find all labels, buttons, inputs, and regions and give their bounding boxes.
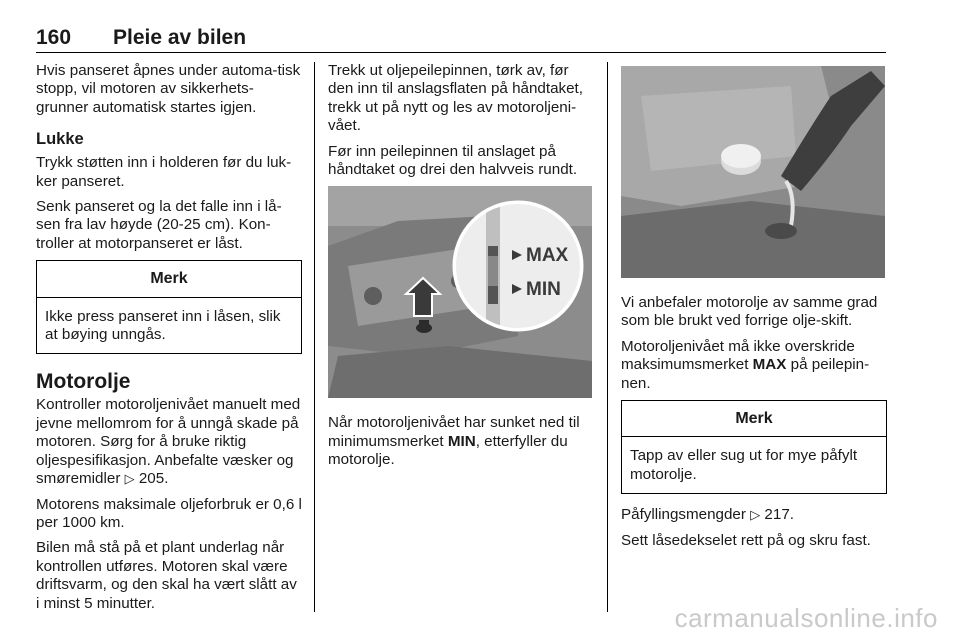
page-number: 160 xyxy=(36,26,72,49)
page-header xyxy=(36,26,886,53)
paragraph xyxy=(328,414,594,469)
watermark: carmanualsonline.info xyxy=(674,603,938,633)
max-label: MAX xyxy=(526,245,569,267)
paragraph: Trekk ut oljepeilepinnen, tørk av, før den inn til anslagsflaten på håndtaket, trekk ut på nytt og les av motoroljeni-vået. xyxy=(328,62,583,135)
page-ref-icon[interactable]: ▷ xyxy=(124,471,135,487)
paragraph: Bilen må stå på et plant underlag når kontrollen utføres. Motoren skal være driftsvarm, og den skal ha vært slått av i minst 5 minutter. xyxy=(36,539,297,612)
note-text: Ikke press panseret inn i låsen, slik at bøying unngås. xyxy=(45,307,281,344)
paragraph-text: Motoroljenivået må ikke overskride maksimumsmerket xyxy=(621,337,855,374)
page-ref-number[interactable]: 205. xyxy=(138,470,169,488)
column-right xyxy=(621,62,887,557)
paragraph: Trykk støtten inn i holderen før du luk-ker panseret. xyxy=(36,154,292,190)
paragraph: Senk panseret og la det falle inn i lå-sen fra lav høyde (20-25 cm). Kon-troller at motorpanseret er låst. xyxy=(36,198,282,252)
column-middle xyxy=(328,62,594,477)
note-box xyxy=(621,400,887,494)
paragraph: Før inn peilepinnen til anslaget på håndtaket og drei den halvveis rundt. xyxy=(328,142,578,179)
paragraph: Sett låsedekselet rett på og skru fast. xyxy=(621,531,871,549)
paragraph-text: Påfyllingsmengder xyxy=(621,506,746,524)
paragraph-text: , etterfyller du motorolje. xyxy=(328,432,568,469)
paragraph xyxy=(36,396,302,488)
column-divider xyxy=(314,62,315,612)
paragraph: Vi anbefaler motorolje av samme grad som ble brukt ved forrige olje-skift. xyxy=(621,294,878,330)
min-bold: MIN xyxy=(447,432,476,450)
paragraph: Motorens maksimale oljeforbruk er 0,6 l per 1000 km. xyxy=(36,495,302,531)
paragraph-text: på peilepin-nen. xyxy=(621,356,870,392)
section-heading-lukke: Lukke xyxy=(36,130,84,149)
column-left xyxy=(36,62,302,620)
note-text: Tapp av eller sug ut for mye påfylt motorolje. xyxy=(630,447,858,483)
min-label: MIN xyxy=(526,279,561,301)
paragraph xyxy=(621,506,887,524)
paragraph: Hvis panseret åpnes under automa-tisk stopp, vil motoren av sikkerhets-grunner automatisk startes igjen. xyxy=(36,62,301,116)
section-heading-motorolje: Motorolje xyxy=(36,370,131,394)
page-ref-icon[interactable]: ▷ xyxy=(750,507,761,523)
paragraph xyxy=(621,338,887,393)
note-title: Merk xyxy=(622,401,886,437)
paragraph-text: Kontroller motoroljenivået manuelt med jevne mellomrom for å unngå skade på motoren. Sørg for å bruke riktig oljespesifikasjon. Anbefalte væsker og smøremidler xyxy=(36,396,301,488)
note-title: Merk xyxy=(37,261,301,297)
column-divider xyxy=(607,62,608,612)
chapter-title: Pleie av bilen xyxy=(113,26,247,49)
dipstick-figure xyxy=(328,186,592,398)
oil-filling-figure xyxy=(621,66,885,278)
note-box xyxy=(36,260,302,354)
paragraph-text: Når motoroljenivået har sunket ned til minimumsmerket xyxy=(328,414,580,450)
max-bold: MAX xyxy=(752,356,787,374)
page-ref-number[interactable]: 217. xyxy=(764,506,794,524)
